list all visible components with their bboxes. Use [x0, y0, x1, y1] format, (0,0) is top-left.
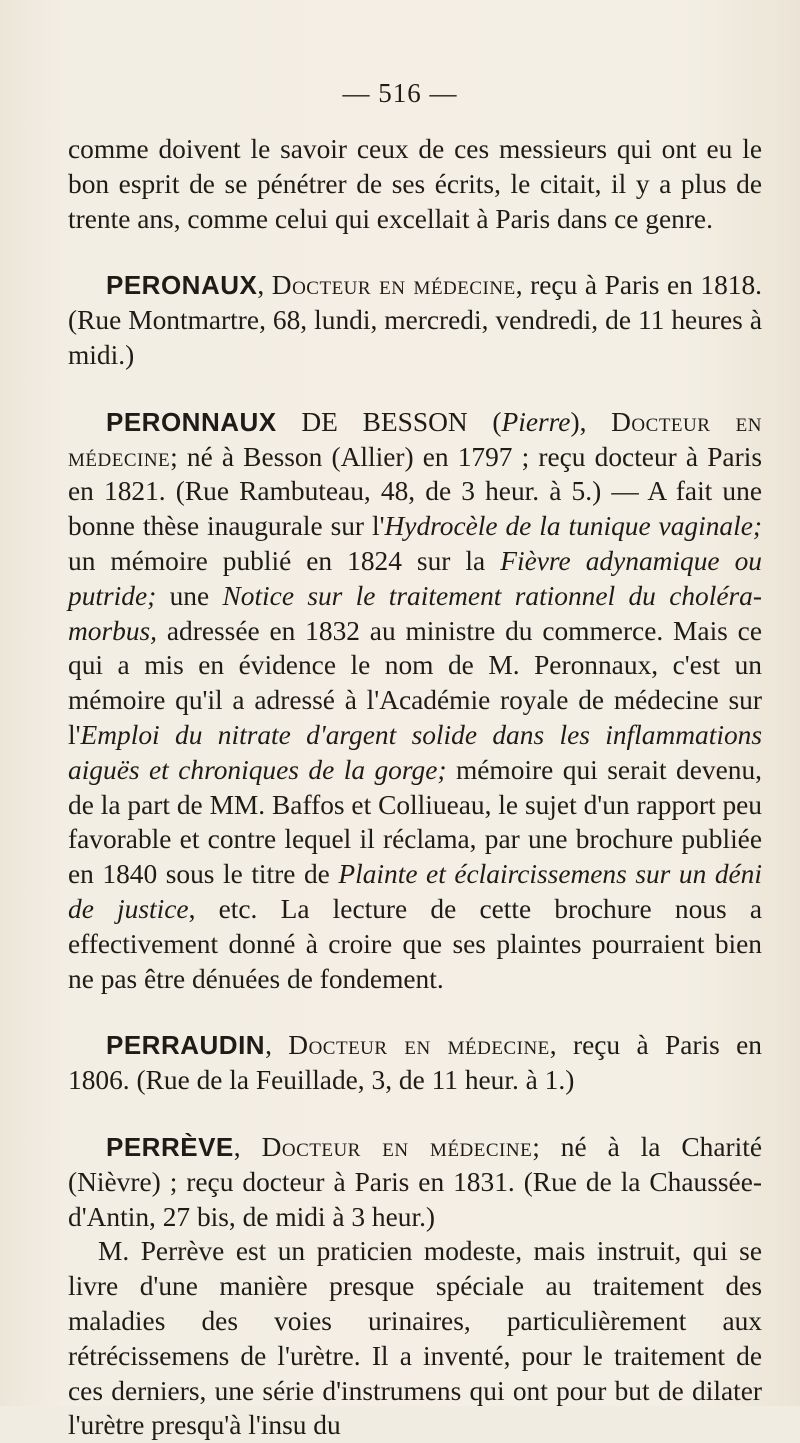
entry-title: Docteur en médecine [261, 1131, 533, 1162]
entry-text: , reçu à Paris en 1818. (Rue Montmartre, 68, lundi, mercredi, vendredi, de 11 heures à midi.) [68, 270, 762, 370]
entry-text-4: adressée en 1832 au ministre du commerce. Mais ce qui a mis en évidence le nom de M. Peronnaux, c'est un mémoire qu'il a adressé à l'Académie royale de médecine sur l' [68, 615, 762, 750]
entry-name: PERRÈVE [106, 1131, 234, 1162]
work-title-emploi: Emploi du nitrate d'argent solide dans les inflammations aiguës et chroniques de la gorge; [68, 719, 762, 785]
work-title-fievre: Fièvre adynamique ou putride; [68, 545, 762, 611]
entry-text-3: une [156, 580, 223, 611]
work-title-hydrocele: Hydrocèle de la tunique vaginale; [384, 511, 762, 542]
entry-title: Docteur en médecine [271, 270, 516, 301]
entry-name-rest: DE BESSON ( [276, 406, 502, 437]
entry-title: Docteur en médecine [288, 1030, 550, 1061]
entry-text-1: ; né à Besson (Allier) en 1797 ; reçu docteur à Paris en 1821. (Rue Rambuteau, 48, de 3 heur. à 5.) — A fait une bonne thèse inaugurale sur l' [68, 441, 762, 542]
page-number: — 516 — [342, 78, 458, 108]
entry-perraudin: PERRAUDIN, Docteur en médecine, reçu à Paris en 1806. (Rue de la Feuillade, 3, de 11 heur. à 1.) [68, 1030, 762, 1096]
entry-text-5: mémoire qui serait devenu, de la part de MM. Baffos et Colliueau, le sujet d'un rapport peu favorable et contre lequel il réclama, par une brochure publiée en 1840 sous le titre de [68, 754, 762, 890]
intro-paragraph: comme doivent le savoir ceux de ces messieurs qui ont eu le bon esprit de se pénétrer de ses écrits, le citait, il y a plus de trente ans, comme celui qui excellait à Paris dans ce genre. [68, 134, 762, 234]
entry-perreve-paragraph: M. Perrève est un praticien modeste, mais instruit, qui se livre d'une manière presque spéciale au traitement des maladies des voies urinaires, particulièrement aux rétrécissemens de l'urètre. Il a inventé, pour le traitement de ces derniers, une série d'instrumens qui ont pour but de dilater l'urètre presqu'à l'insu du [68, 1236, 762, 1441]
work-title-notice: Notice sur le traitement rationnel du choléra-morbus, [68, 580, 762, 646]
entry-name-close: ), [570, 406, 612, 437]
entry-perreve: PERRÈVE, Docteur en médecine; né à la Charité (Nièvre) ; reçu docteur à Paris en 1831. (Rue de la Chaussée-d'Antin, 27 bis, de midi à 3 heur.) [68, 1131, 762, 1232]
entry-text-2: un mémoire publié en 1824 sur la [68, 545, 501, 576]
work-title-plainte: Plainte et éclaircissemens sur un déni de justice [68, 859, 762, 924]
entry-name: PERONAUX [106, 270, 258, 301]
entry-first-name: Pierre [501, 406, 571, 437]
entry-peronnaux [68, 405, 762, 997]
entry-title: Docteur en médecine [68, 406, 762, 472]
entry-text-6: , etc. La lecture de cette brochure nous a effectivement donné à croire que ses plaintes pourraient bien ne pas être dénuées de fondement. [68, 893, 762, 994]
entry-text: ; né à la Charité (Nièvre) ; reçu docteur à Paris en 1831. (Rue de la Chaussée-d'Antin, 27 bis, de midi à 3 heur.) [68, 1131, 762, 1232]
entry-name: PERRAUDIN [106, 1030, 266, 1061]
entry-peronaux: PERONAUX, Docteur en médecine, reçu à Paris en 1818. (Rue Montmartre, 68, lundi, mercredi, vendredi, de 11 heures à midi.) [68, 270, 762, 370]
page-text [68, 132, 762, 1443]
entry-name: PERONNAUX [106, 406, 277, 437]
entry-text: , reçu à Paris en 1806. (Rue de la Feuillade, 3, de 11 heur. à 1.) [68, 1030, 762, 1096]
